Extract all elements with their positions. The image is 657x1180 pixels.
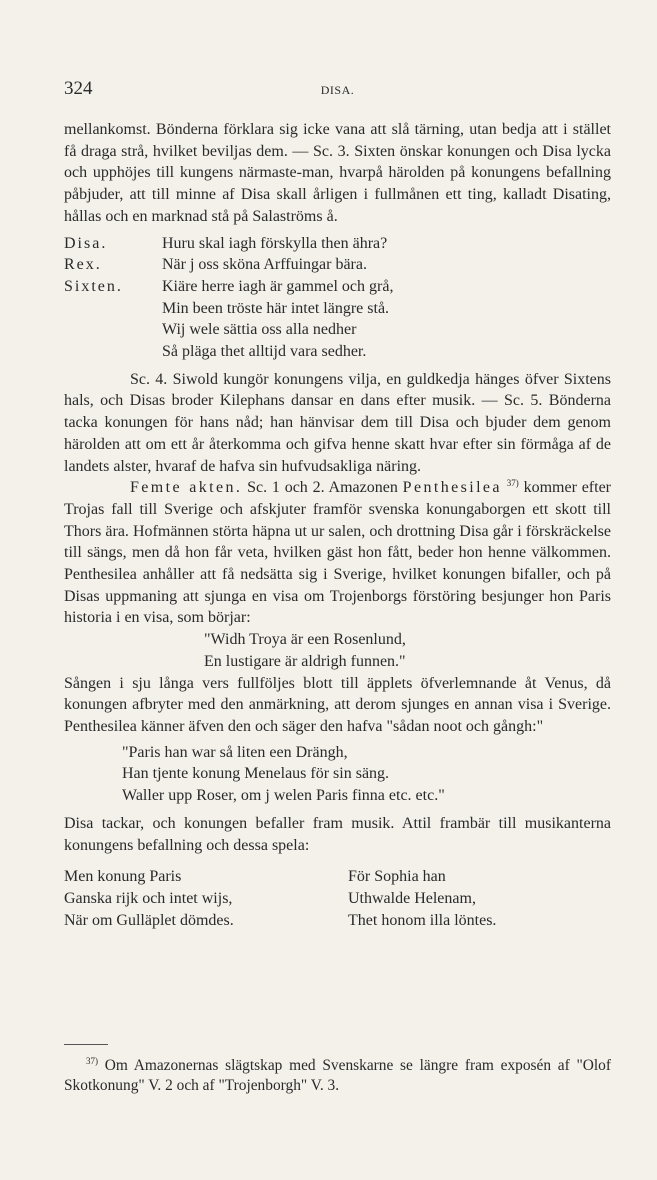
verse-line: Ganska rijk och intet wijs, bbox=[64, 889, 233, 907]
paragraph-2: Sc. 4. Siwold kungör konungens vilja, en guldkedja hänges öfver Sixtens hals, och Disas broder Kilephans dansar en dans efter musik. — Sc. 5. Bönderna tacka konungen för hans nåd; han hänvisar dem till Disa och bjuder dem genom härolden att om ett år återkomma och gifva henne skatt hvar efter sin förmåga af de landets alster, hvaraf de hafva sin hufvudsakliga näring. bbox=[64, 370, 611, 475]
verse-line: Men konung Paris bbox=[64, 868, 182, 886]
dialogue-text: Wij wele sättia oss alla nedher bbox=[162, 321, 357, 339]
verse-line: Han tjente konung Menelaus för sin säng. bbox=[122, 765, 390, 783]
dialogue-line bbox=[64, 233, 611, 255]
footnote-marker: 37) bbox=[86, 1056, 98, 1066]
page-body bbox=[64, 119, 611, 931]
song-quote-1 bbox=[64, 629, 611, 672]
dialogue bbox=[64, 233, 611, 363]
running-title: DISA. bbox=[320, 83, 355, 97]
speaker-name: Disa. bbox=[64, 234, 108, 252]
footnote-rule bbox=[64, 1044, 108, 1045]
dialogue-text: Kiäre herre iagh är gammel och grå, bbox=[162, 277, 394, 295]
verse-line: "Widh Troya är een Rosenlund, bbox=[204, 631, 406, 649]
character-name: Penthesilea bbox=[402, 479, 502, 497]
dialogue-text: När j oss sköna Arffuingar bära. bbox=[162, 256, 367, 274]
paragraph-5: Disa tackar, och konungen befaller fram musik. Attil frambär till musikanterna konungens befallning och dessa spela: bbox=[64, 814, 611, 854]
paragraph-4: Sången i sju långa vers fullföljes blott till äpplets öfverlemnande åt Venus, då konungen afbryter med den anmärkning, att derom sjunges en annan visa i Sverige. Penthesilea känner äfven den och säger den hafva "sådan noot och gångh:" bbox=[64, 674, 611, 735]
dialogue-line bbox=[64, 276, 611, 298]
footnote-ref: 37) bbox=[506, 478, 519, 489]
dialogue-text: Huru skal iagh förskylla then ähra? bbox=[162, 234, 388, 252]
verse-line: Waller upp Roser, om j welen Paris finna etc. etc." bbox=[122, 787, 445, 805]
dialogue-line bbox=[64, 298, 611, 320]
dialogue-line bbox=[64, 319, 611, 341]
paragraph-3-rest: kommer efter Trojas fall till Sverige och afskjuter framför svenska konungaborgen ett skott till Thors ära. Hofmännen störta häpna ut ur salen, och drottning Disa går i förskräckelse till sängs, men då hon får veta, hvilken gäst hon fått, beder hon henne välkommen. Penthesilea anhåller att få nedsätta sig i Sverige, hvilket konungen bifaller, och på Disas uppmaning att sjunga en visa om Trojenborgs förstöring besjunger hon Paris historia i en visa, som börjar: bbox=[64, 479, 612, 627]
song-quote-2 bbox=[64, 742, 611, 807]
dialogue-text: Min been tröste här intet längre stå. bbox=[162, 299, 390, 317]
song-quote-3 bbox=[64, 866, 611, 931]
speaker-name: Rex. bbox=[64, 256, 102, 274]
page-header bbox=[64, 78, 611, 102]
paragraph-1: mellankomst. Bönderna förklara sig icke vana att slå tärning, utan bedja att i stället få draga strå, hvilket beviljas dem. — Sc. 3. Sixten önskar konungen och Disa lycka och upphöjes till kungens närmaste-man, hvarpå härolden på konungens befallning påbjuder, att till minne af Disa skall årligen i fullmånen ett ting, kalladt Disating, hållas och en marknad stå på Salaströms å. bbox=[64, 121, 611, 225]
footnote bbox=[64, 1056, 611, 1096]
dialogue-line bbox=[64, 254, 611, 276]
verse-line: Uthwalde Helenam, bbox=[348, 889, 476, 907]
song-column-left bbox=[64, 866, 348, 931]
scene-text: Sc. 1 och 2. Amazonen bbox=[247, 479, 398, 497]
verse-line: Thet honom illa löntes. bbox=[348, 911, 497, 929]
speaker-name: Sixten. bbox=[64, 277, 123, 295]
verse-line: När om Gulläplet dömdes. bbox=[64, 911, 234, 929]
act-label: Femte akten. bbox=[130, 479, 243, 497]
verse-line: "Paris han war så liten een Drängh, bbox=[122, 743, 348, 761]
page-number: 324 bbox=[64, 78, 93, 99]
dialogue-text: Så pläga thet alltijd vara sedher. bbox=[162, 343, 367, 361]
dialogue-line bbox=[64, 341, 611, 363]
verse-line: För Sophia han bbox=[348, 868, 446, 886]
paragraph-3 bbox=[64, 477, 611, 629]
verse-line: En lustigare är aldrigh funnen." bbox=[204, 652, 406, 670]
song-column-right bbox=[348, 866, 496, 931]
footnote-text: Om Amazonernas slägtskap med Svenskarne se längre fram exposén af "Olof Skotkonung" V. 2 och af "Trojenborgh" V. 3. bbox=[64, 1057, 611, 1094]
